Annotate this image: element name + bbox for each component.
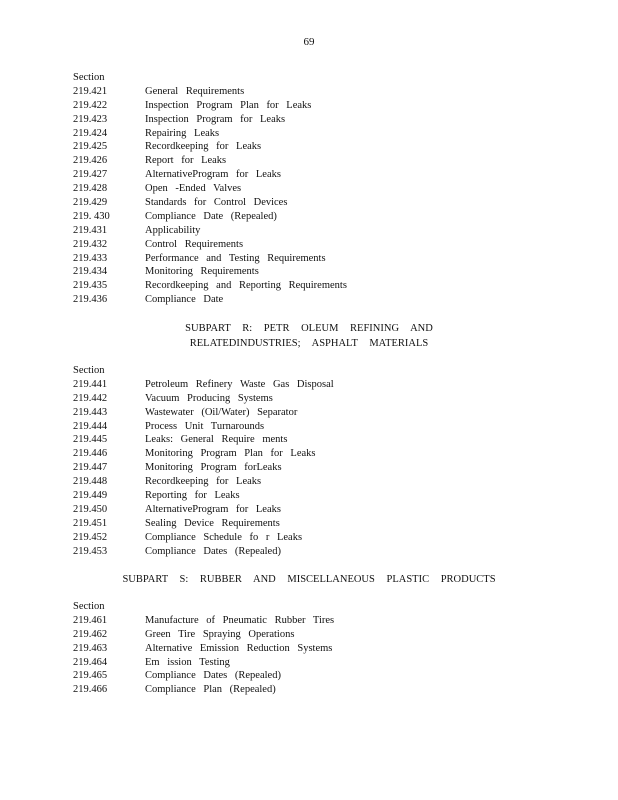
section-number: 219.464 bbox=[73, 656, 108, 668]
section-number: 219.450 bbox=[73, 503, 108, 515]
section-number: 219.463 bbox=[73, 642, 108, 654]
section-title: Compliance Dates (Repealed) bbox=[145, 670, 281, 682]
section-number: 219.446 bbox=[73, 448, 108, 460]
section-number: 219.422 bbox=[73, 99, 108, 111]
list-item bbox=[73, 154, 347, 168]
section-title: Compliance Schedule fo r Leaks bbox=[145, 531, 303, 543]
section-number: 219.453 bbox=[73, 545, 108, 557]
page-number: 69 bbox=[303, 36, 315, 48]
section-label: Section bbox=[73, 365, 105, 376]
section-title: Control Requirements bbox=[145, 238, 244, 250]
list-item bbox=[73, 683, 334, 697]
list-item bbox=[73, 475, 334, 489]
list-item bbox=[73, 503, 334, 517]
list-item bbox=[73, 406, 334, 420]
section-number: 219.431 bbox=[73, 224, 108, 236]
list-item bbox=[73, 614, 334, 628]
list-item bbox=[73, 85, 347, 99]
list-item bbox=[73, 265, 347, 279]
section-title: Wastewater (Oil/Water) Separator bbox=[145, 406, 298, 418]
section-title: General Requirements bbox=[145, 85, 245, 97]
list-item bbox=[73, 378, 334, 392]
section-title: Green Tire Spraying Operations bbox=[145, 628, 295, 640]
section-title: Repairing Leaks bbox=[145, 127, 220, 139]
section-number: 219.428 bbox=[73, 183, 108, 195]
section-title: Monitoring Program forLeaks bbox=[145, 462, 282, 474]
section-title: Petroleum Refinery Waste Gas Disposal bbox=[145, 378, 334, 390]
section-title: Compliance Plan (Repealed) bbox=[145, 684, 276, 696]
list-item bbox=[73, 127, 347, 141]
subpart-s-heading: SUBPART S: RUBBER AND MISCELLANEOUS PLASTIC PRODUCTS bbox=[122, 574, 496, 585]
section-title: Standards for Control Devices bbox=[145, 197, 288, 209]
section-title: Monitoring Program Plan for Leaks bbox=[145, 448, 316, 460]
section-title: Reporting for Leaks bbox=[145, 490, 240, 502]
section-title: Em ission Testing bbox=[145, 656, 230, 668]
section-title: Report for Leaks bbox=[145, 155, 227, 167]
section-label: Section bbox=[73, 601, 105, 612]
section-title: Inspection Program for Leaks bbox=[145, 113, 286, 125]
section-number: 219.445 bbox=[73, 434, 108, 446]
section-number: 219.461 bbox=[73, 614, 108, 626]
section-label: Section bbox=[73, 72, 105, 83]
section-number: 219.436 bbox=[73, 294, 108, 306]
section-title: Compliance Dates (Repealed) bbox=[145, 545, 281, 557]
section-title: Sealing Device Requirements bbox=[145, 517, 280, 529]
list-item bbox=[73, 140, 347, 154]
section-number: 219.421 bbox=[73, 85, 108, 97]
section-list-2 bbox=[73, 364, 334, 558]
section-title: Compliance Date (Repealed) bbox=[145, 210, 277, 222]
list-item bbox=[73, 517, 334, 531]
subpart-r-heading-line-2: RELATEDINDUSTRIES; ASPHALT MATERIALS bbox=[189, 338, 429, 349]
list-item bbox=[73, 531, 334, 545]
section-title: Leaks: General Require ments bbox=[145, 434, 288, 446]
section-title: Vacuum Producing Systems bbox=[145, 392, 273, 404]
section-number: 219.448 bbox=[73, 476, 108, 488]
list-item bbox=[73, 433, 334, 447]
section-number: 219.432 bbox=[73, 238, 108, 250]
list-item bbox=[73, 224, 347, 238]
list-item bbox=[73, 99, 347, 113]
list-item bbox=[73, 293, 347, 307]
section-title: Compliance Date bbox=[145, 294, 224, 306]
section-title: Monitoring Requirements bbox=[145, 266, 259, 278]
section-number: 219.447 bbox=[73, 462, 108, 474]
section-number: 219.462 bbox=[73, 628, 108, 640]
section-number: 219.423 bbox=[73, 113, 108, 125]
section-number: 219.424 bbox=[73, 127, 108, 139]
section-number: 219.443 bbox=[73, 406, 108, 418]
section-title: AlternativeProgram for Leaks bbox=[145, 503, 281, 515]
section-title: Inspection Program Plan for Leaks bbox=[145, 99, 312, 111]
list-item bbox=[73, 447, 334, 461]
section-number: 219.452 bbox=[73, 531, 108, 543]
list-item bbox=[73, 238, 347, 252]
section-title: Open -Ended Valves bbox=[145, 183, 242, 195]
section-number: 219. 430 bbox=[73, 210, 110, 222]
list-item bbox=[73, 196, 347, 210]
section-number: 219.449 bbox=[73, 490, 108, 502]
section-number: 219.433 bbox=[73, 252, 108, 264]
section-title: Performance and Testing Requirements bbox=[145, 252, 326, 264]
list-item bbox=[73, 279, 347, 293]
list-item bbox=[73, 168, 347, 182]
list-item bbox=[73, 420, 334, 434]
section-list-3 bbox=[73, 600, 334, 697]
list-item bbox=[73, 489, 334, 503]
section-number: 219.435 bbox=[73, 280, 108, 292]
section-title: Recordkeeping for Leaks bbox=[145, 476, 262, 488]
section-number: 219.426 bbox=[73, 155, 108, 167]
section-title: Alternative Emission Reduction Systems bbox=[145, 642, 333, 654]
section-number: 219.427 bbox=[73, 169, 108, 181]
list-item bbox=[73, 113, 347, 127]
section-number: 219.465 bbox=[73, 670, 108, 682]
list-item bbox=[73, 656, 334, 670]
list-item bbox=[73, 628, 334, 642]
list-item bbox=[73, 210, 347, 224]
section-list-1 bbox=[73, 71, 347, 307]
list-item bbox=[73, 252, 347, 266]
list-item bbox=[73, 182, 347, 196]
section-number: 219.451 bbox=[73, 517, 108, 529]
section-number: 219.442 bbox=[73, 392, 108, 404]
section-title: AlternativeProgram for Leaks bbox=[145, 169, 281, 181]
section-number: 219.425 bbox=[73, 141, 108, 153]
section-title: Manufacture of Pneumatic Rubber Tires bbox=[145, 614, 335, 626]
section-number: 219.441 bbox=[73, 378, 108, 390]
section-number: 219.429 bbox=[73, 197, 108, 209]
list-item bbox=[73, 392, 334, 406]
section-number: 219.444 bbox=[73, 420, 108, 432]
list-item bbox=[73, 461, 334, 475]
section-title: Process Unit Turnarounds bbox=[145, 420, 265, 432]
section-number: 219.434 bbox=[73, 266, 108, 278]
section-title: Applicability bbox=[145, 224, 201, 236]
list-item bbox=[73, 669, 334, 683]
section-title: Recordkeeping for Leaks bbox=[145, 141, 262, 153]
list-item bbox=[73, 545, 334, 559]
section-number: 219.466 bbox=[73, 684, 108, 696]
section-title: Recordkeeping and Reporting Requirements bbox=[145, 280, 347, 292]
subpart-r-heading-line-1: SUBPART R: PETR OLEUM REFINING AND bbox=[185, 323, 433, 334]
list-item bbox=[73, 642, 334, 656]
